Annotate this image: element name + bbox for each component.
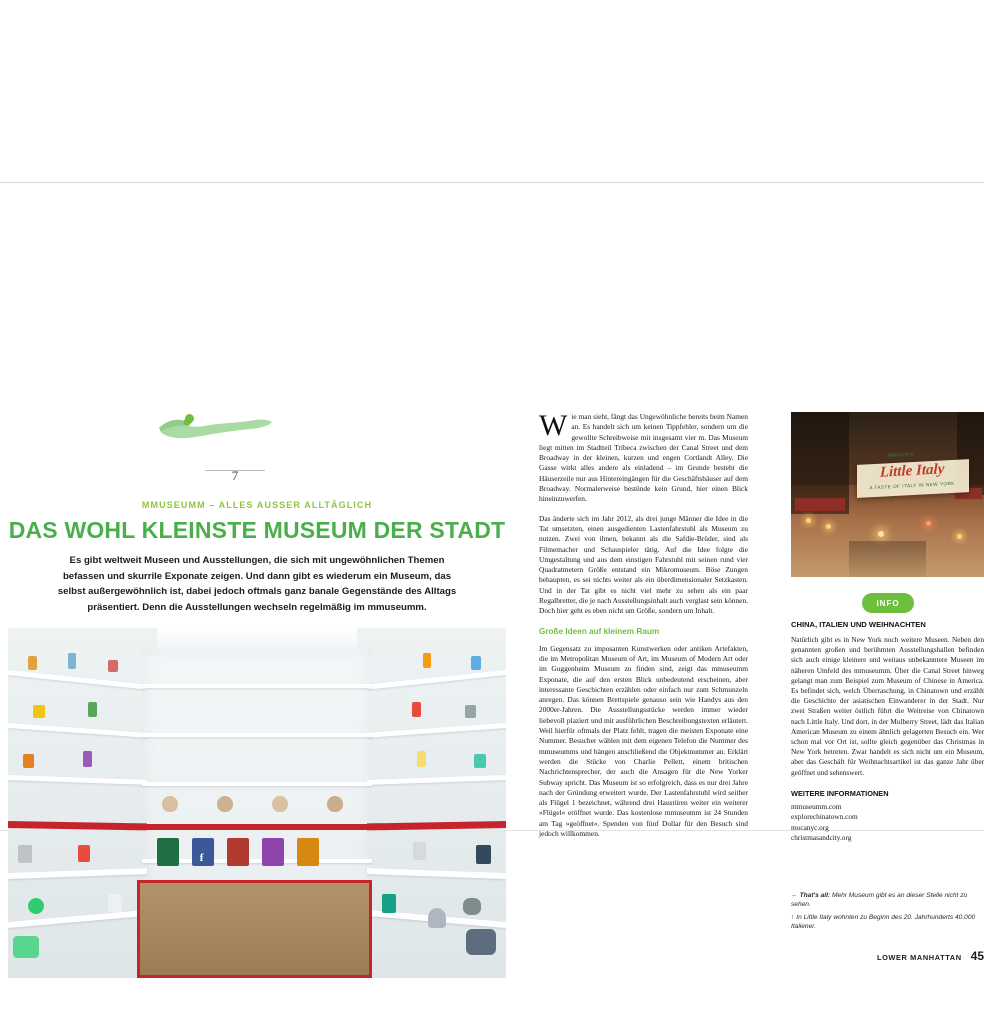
page-footer xyxy=(791,949,984,963)
caption-item xyxy=(791,913,984,932)
left-page xyxy=(0,366,514,1013)
info-links-title: WEITERE INFORMATIONEN xyxy=(791,788,889,798)
caption-item xyxy=(791,891,984,910)
info-link[interactable]: mocanyc.org xyxy=(791,822,829,832)
caption-text: In Little Italy wohnten zu Beginn des 20. Jahrhunderts 40.000 Italiener. xyxy=(791,913,976,931)
body-paragraph: Im Gegensatz zu imposanten Kunstwerken oder antiken Artefakten, die im Metropolitan Museum of Art, im Museum of Modern Art oder im Guggenheim Museum zu finden sind, zeigt das mmuseumm Exponate, die auf den ersten Blick unbedeutend erscheinen, aber interessante Geschichten erzählen oder einfach nur zum Schmunzeln anregen. Das können Brettspiele genauso sein wie Handys aus den 2000er-Jahren. Die Ausstellungsstücke werden immer wieder liebevoll plaziert und mit ausführlichen Beschreibungstexten erläutert. Weil hierfür oftmals der Platz fehlt, tragen die meisten Exponate eine Nummer. Besucher wählen mit dem eigenen Telefon die Nummer des mmuseumms und hängen anschließend die Objektnummer an. Erklärt werden die Stücke von Charlie Pellett, einem britischen Nachrichtensprecher, der auch die Ansagen für die New Yorker Subway spricht. Das Museum ist so erfolgreich, dass es nur drei Jahre nach der Gründung erweitert wurde. Der Lastenfahrstuhl wird seither als Flügel 1 bezeichnet, während drei Haustüren weiter ein weiterer »Flügel« eröffnet wurde. Das kostenlose mmuseumm ist 24 Stunden am Tag »geöffnet«. Spenden von fünf Dollar für den Besuch sind jedoch willkommen. xyxy=(539,643,748,838)
info-link[interactable]: mmuseumm.com xyxy=(791,801,842,811)
info-sidebar xyxy=(791,620,984,843)
info-links-list xyxy=(791,802,984,844)
photo-welcome-text: Welcome to xyxy=(887,450,915,459)
main-text-column xyxy=(539,409,748,848)
info-sidebar-body: Natürlich gibt es in New York noch weitere Museen. Neben den genannten großen und berühmten Ausstellungshallen befinden sich auch einige kleinere und weitaus unbekanntere Museen im näheren Umfeld des mmuseumm. Über die Canal Street hinweg gelangt man zum Beispiel zum Museum of Chinese in America. Es befindet sich, welch Überraschung, in Chinatown und erzählt die Geschichte der asiatischen Einwanderer in der Stadt. Nur zwei Straßen weiter östlich führt die Weitreise von Chinatown nach Little Italy. Und dort, in der Mulberry Street, lädt das Italian American Museum zu einem ähnlich gelagerten Besuch ein. Wer schon mal vor Ort ist, sollte gleich gegenüber das Christmas in New York betreten. Zwar handelt es sich nicht um ein Museum, aber das Geschäft für Weihnachtsartikel ist das ganze Jahr über geöffnet und sehenswert. xyxy=(791,635,984,777)
little-italy-photo xyxy=(791,412,984,577)
info-sidebar-title: CHINA, ITALIEN UND WEIHNACHTEN xyxy=(791,620,926,629)
caption-arrow-up-icon: ↑ xyxy=(791,913,795,921)
body-paragraph-text: ie man sieht, fängt das Ungewöhnliche bereits beim Namen an. Es handelt sich um keinen Tippfehler, sondern um die gewollte Schreibweise mit insgesamt vier m. Das Museum liegt mitten im Stadtteil Tribeca zwischen der Canal Street und dem Broadway in der kleinen, kurzen und engen Cortlandt Alley. Die Gasse wirkt alles andere als einladend – im Grunde besteht die Häuserzeile nur aus Hintereingängen für die Geschäftshäuser auf dem Broadway. Normalerweise bestünde kein Grund, hier einen Blick hineinzuwerfen. xyxy=(539,412,748,504)
photo-banner-subtext: A TASTE OF ITALY IN NEW YORK xyxy=(869,480,956,491)
museum-interior-photo: f xyxy=(8,628,506,978)
section-subhead: Große Ideen auf kleinem Raum xyxy=(539,626,660,636)
drop-cap: W xyxy=(539,409,568,442)
photo-banner-text: Little Italy xyxy=(880,461,945,481)
photo-captions xyxy=(791,891,984,932)
article-standfirst: Es gibt weltweit Museen und Ausstellungen, die sich mit ungewöhnlichen Themen befassen und skurrile Exponate zeigen. Und dann gibt es wiederum ein Museum, das selbst außergewöhnlich ist, dabei jedoch oftmals ganz banale Gegenstände des Alltags präsentiert. Denn die Ausstellungen wechseln regelmäßig im mmuseumm. xyxy=(57,555,457,613)
magazine-spread xyxy=(0,183,984,963)
caption-text: Mehr Museum gibt es an dieser Stelle nicht zu sehen. xyxy=(791,892,968,909)
body-paragraph: Das änderte sich im Jahr 2012, als drei junge Männer die Idee in die Tat umsetzten, einen ausgedienten Lastenfahrstuhl als Museum zu nutzen. Zwei von ihnen, bekannt als die Safdie-Brüder, sind als Filmemacher und Schauspieler tätig. Auf die Idee folgte die Umgestaltung und aus dem einstigen Fahrstuhl mit seinen rund vier Quadratmetern Größe entstand ein Mikromuseum. Böse Zungen behaupten, es sei nichts weiter als ein überdimensionaler Setzkasten. Und in der Tat gibt es nicht viel mehr zu sehen als ein paar Regalbretter, die je nach Ausstellungsinhalt auch verglast sein können. Doch hier geht es eben nicht um Größe, sondern um Inhalt. xyxy=(539,513,748,616)
right-page xyxy=(514,366,984,1013)
info-link[interactable]: explorechinatown.com xyxy=(791,812,858,822)
long-island-map-illustration xyxy=(155,408,275,450)
body-paragraph xyxy=(539,409,748,505)
page-number: 45 xyxy=(970,949,984,963)
article-kicker: MMUSEUMM – ALLES AUSSER ALLTÄGLICH xyxy=(141,500,373,510)
caption-lead: That's all: xyxy=(799,892,831,899)
caption-arrow-left-icon: ← xyxy=(791,892,798,899)
footer-section-label: LOWER MANHATTAN xyxy=(876,953,962,962)
page-title: DAS WOHL KLEINSTE MUSEUM DER STADT xyxy=(8,517,506,543)
info-badge: INFO xyxy=(862,593,914,613)
chapter-number: 7 xyxy=(231,468,239,483)
info-link[interactable]: christmasandcity.org xyxy=(791,833,852,843)
